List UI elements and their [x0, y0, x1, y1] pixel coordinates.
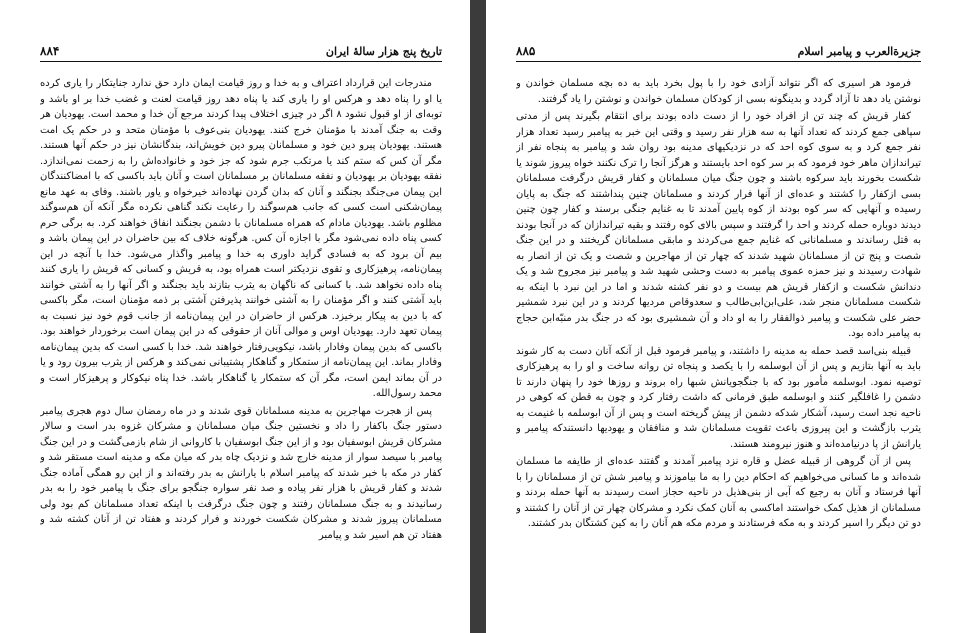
- right-page-body: [516, 76, 921, 616]
- book-gutter: [470, 0, 486, 633]
- paragraph: مندرجات این قرارداد اعتراف و به خدا و روز قیامت ایمان دارد حق ندارد جنایتکار را یاری کرده یا او را پناه دهد و هرکس او را یاری کند یا پناه دهد روز قیامت لعنت و غضب خدا بر او باشد و توبه‌ای از او قبول نشود ۸ اگر در چیزی اختلاف پیدا کردند مرجع آن خدا و محمد است. یهودیان هر وقت به جنگ آمدند با مؤمنان خرج کنند. یهودیان بنی‌عوف با مؤمنان متحد و در حکم یک امت هستند. یهودیان پیرو دین خود و مسلمانان پیرو دین خویش‌اند، بندگانشان نیز در حکم آنها هستند. مگر آن کس که ستم کند یا مرتکب جرم شود که جز خود و خانواده‌اش را به زحمت نمی‌اندازد. نفقه یهودیان بر یهودیان و نفقه مسلمانان بر مسلمانان است و آنان باید باکسی که با امضاکنندگان این پیمان می‌جنگد بجنگند و آنان که بدان گردن نهاده‌اند خیرخواه و یاور باشند. وفای به عهد مانع پیمان‌شکنی است کسی که جانب هم‌سوگند را رعایت نکند گناهی نکرده مگر آنکه آن هم‌سوگند مظلوم باشد. یهودیان مادام که همراه مسلمانان با دشمن بجنگند انفاق خواهند کرد. به برگی حرم کسی پناه داده نمی‌شود مگر با اجازه آن کس. هرگونه خلاف که بین حاضران در این پیمان باشد و بیم آن برود که به فسادی گراید داوری به خدا و پیامبر واگذار می‌شود. خدا با آنچه در این پیمان‌نامه، پرهیزکاری و تقوی نزدیکتر است همراه بود، به قریش و کسانی که قریش را یاری کنند پناه داده نخواهد شد. با کسانی که ناگهان به یثرب بتازند باید بجنگند و اگر آنها را به آشتی خوانند باید آشتی کنند و اگر مؤمنان را به آشتی خوانند پذیرفتن آشتی بر ذمه مؤمنان است، مگر باکسی که با دین به پیکار برخیزد. هرکس از حاضران در این پیمان‌نامه از جانب قوم خود نیز نسبت به پیمان تعهد دارد. یهودیان اوس و موالی آنان از حقوقی که در این پیمان است برخوردار خواهند بود. باکسی که بدین پیمان وفادار باشد، نیکویی‌رفتار خواهند شد. خدا با کسی است که بدین پیمان‌نامه وفادار بماند. این پیمان‌نامه از ستمکار و گناهکار پشتیبانی نمی‌کند و هرکس از یثرب بیرون رود و یا در آن بماند ایمن است، مگر آن که ستمکار یا گناهکار باشد. خدا پناه نیکوکار و پرهیزکار است و محمد رسول‌الله.: [40, 78, 442, 399]
- right-page: [486, 0, 961, 633]
- paragraph: قبیله بنی‌اسد قصد حمله به مدینه را داشتند، و پیامبر فرمود قبل از آنکه آنان دست به کار شوند باید به آنها بتازیم و پس از آن ابوسلمه را با یکصد و پنجاه تن روانه ساخت و او را به پرهیزکاری توصیه نمود. ابوسلمه مأمور بود که با جنگجویانش شبها راه بروند و روزها خود را پنهان دارند تا دشمن را غافلگیر کنند و ابوسلمه طبق فرمانی که داشت رفتار کرد و چون به قطن که کوهی در ناحیه نجد است رسید، آشکار شدکه دشمن از پیش گریخته است و پس از آن ابوسلمه با غنیمت به یثرب بازگشت و این پیروزی باعث تقویت مسلمانان شد و منافقان و یهودیها دانستندکه پیامبر و یارانش از پا درنیامده‌اند و هنوز نیرومند هستند.: [516, 345, 921, 450]
- left-page-header: [40, 42, 442, 62]
- running-title: تاریخ پنج هزار سالهٔ ایران: [325, 45, 442, 58]
- page-number: ۸۸۵: [516, 44, 536, 58]
- left-page-body: [40, 76, 442, 616]
- right-page-header: [516, 42, 921, 62]
- paragraph: فرمود هر اسیری که اگر نتواند آزادی خود را با پول بخرد باید به ده بچه مسلمان خواندن و نوشتن یاد دهد تا آزاد گردد و بدینگونه بسی از کودکان مسلمان خواندن و نوشتن را یاد گرفتند.: [516, 78, 921, 105]
- paragraph: پس از هجرت مهاجرین به مدینه مسلمانان قوی شدند و در ماه رمضان سال دوم هجری پیامبر دستور جنگ باکفار را داد و نخستین جنگ میان مسلمانان و مشرکان غزوه بدر است و سالار مشرکان قریش ابوسفیان بود و از این جنگ ابوسفیان با کاروانی از شام بازمی‌گشت و در این جنگ پیامبر با سیصد سوار از مدینه خارج شد و نزدیک چاه بدر که میان مکه و مدینه است مستقر شد و کفار در مکه با خبر شدند که پیامبر اسلام با یارانش به بدر رفته‌اند و از این رو همگی آماده جنگ شدند و کفار قریش با هزار نفر پیاده و صد نفر سواره جنگجو برای جنگ با پیامبر خود را به بدر رسانیدند و به جنگ مسلمانان رفتند و چون جنگ درگرفت با اینکه تعداد مسلمانان کم بود ولی مسلمانان پیروز شدند و مشرکان شکست خوردند و فرار کردند و هفتاد تن از آنان کشته شد و هفتاد تن هم اسیر شد و پیامبر: [40, 405, 442, 541]
- running-title: جزیرةالعرب و پیامبر اسلام: [797, 45, 921, 58]
- left-page: [0, 0, 470, 633]
- paragraph: کفار قریش که چند تن از افراد خود را از دست داده بودند برای انتقام بگیرند پس از مدتی سپاهی جمع کردند که تعداد آنها به سه هزار نفر رسید و وقتی این خبر به پیامبر رسید تعداد هزار نفر جمع کرد و به سوی کوه احد که در نزدیکیهای مدینه بود روان شد و پیامبر به پنجاه نفر از تیراندازان ماهر خود فرمود که بر سر کوه احد بایستند و هرگز آنجا را ترک نکنند خواه پیروز شوند یا شکست بخورند باید سرکوه باشند و چون جنگ میان مسلمانان و کفار قریش درگرفت مسلمانان بسی ازکفار را کشتند و عده‌ای از آنها فرار کردند و مسلمانان چنین پنداشتند که جنگ به پایان رسیده و آنهایی که سر کوه بودند از کوه پایین آمدند تا به غنایم جنگی برسند و کفار چون چنین دیدند دوباره حمله کردند و احد را گرفتند و سپس بالای کوه رفتند و بقیه تیراندازان که در آنجا بودند به قتل رساندند و مسلمانانی که غنایم جمع می‌کردند و مابقی مسلمانان گریختند و در این جنگ شصت و پنج تن از مسلمانان شهید شدند که چهار تن از مهاجرین و شصت و یک تن از انصار به شهادت رسیدند و نیز حمزه عموی پیامبر به دست وحشی شهید شد و پیامبر نیز مجروح شد و یک دندانش شکست و ازکفار قریش هم بیست و دو نفر کشته شدند و اما در این نبرد با اینکه به شکست مسلمانان منجر شد، علی‌ابن‌ابی‌طالب و سعدوقاص مردیها کردند و در این نبرد شمشیر حضر علی شکست و پیامبر ذوالفقار را به او داد و آن شمشیری بود که در جنگ بدر منبّه‌ابن حجاج به پیامبر داده بود.: [516, 111, 921, 339]
- page-number: ۸۸۴: [40, 44, 60, 58]
- paragraph: پس از آن گروهی از قبیله عضل و قاره نزد پیامبر آمدند و گفتند عده‌ای از طایفه ما مسلمان شده‌اند و ما کسانی می‌خواهیم که احکام دین را به ما بیاموزند و پیامبر شش تن از مسلمانان را با آنها فرستاد و آنان به رجیع که آبی از بنی‌هذیل در ناحیه حجاز است رسیدند به آنها حمله بردند و مسلمانان از هذیل کمک خواستند اماکسی به آنان کمک نکرد و مشرکان چهار تن از آنان را کشتند و دو تن دیگر را اسیر کردند و به مکه فرستادند و مردم مکه هم آنان را به کین کشتگان بدر کشتند.: [516, 456, 921, 529]
